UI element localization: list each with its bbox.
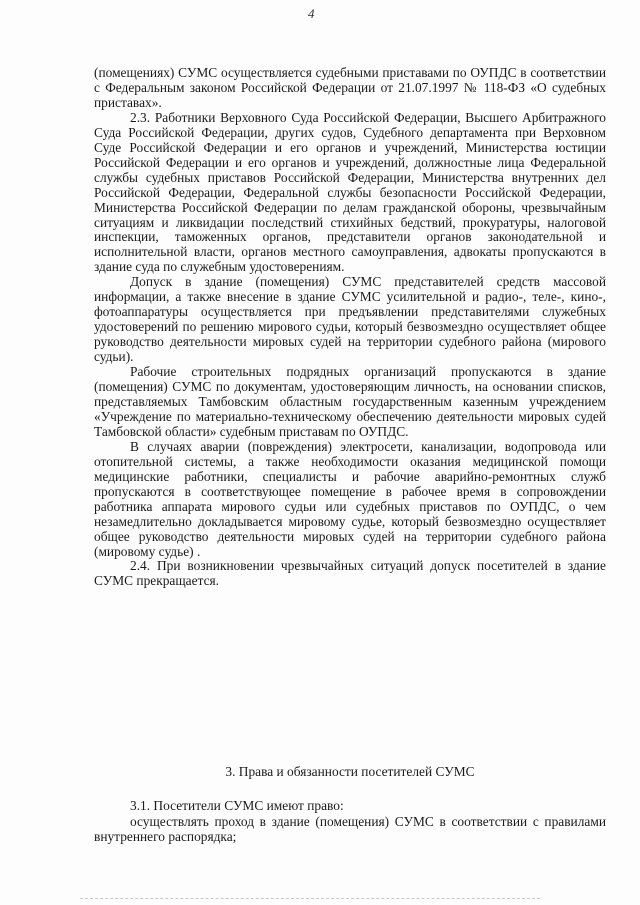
page-number: 4 — [308, 6, 315, 21]
paragraph: Допуск в здание (помещения) СУМС представителей средств массовой информации, а также внесение в здание СУМС усилительной и радио-, теле-, кино-, фотоаппаратуры осуществляется при предъявлении представителями служебных удостоверений по решению мирового судьи, который безвозмездно осуществляет общее руководство деятельности мировых судей на территории судебного района (мирового судьи). — [94, 274, 606, 365]
scan-artifact-line — [80, 898, 540, 899]
paragraph: 2.3. Работники Верховного Суда Российской Федерации, Высшего Арбитражного Суда Российской Федерации, других судов, Судебного департамента при Верховном Суде Российской Федерации и его органов и учреждений, Министерства юстиции Российской Федерации и его органов и учреждений, должностные лица Федеральной службы судебных приставов Российской Федерации, Министерства внутренних дел Российской Федерации, Федеральной службы безопасности Российской Федерации, Министерства Российской Федерации по делам гражданской обороны, чрезвычайным ситуациям и ликвидации последствий стихийных бедствий, прокуратуры, налоговой инспекции, таможенных органов, представители органов законодательной и исполнительной власти, органов местного самоуправления, адвокаты пропускаются в здание суда по служебным удостоверениям. — [94, 109, 606, 275]
section-text — [94, 798, 606, 845]
paragraph: осуществлять проход в здание (помещения) СУМС в соответствии с правилами внутреннего распорядка; — [94, 813, 606, 844]
paragraph: В случаях аварии (повреждения) электросети, канализации, водопровода или отопительной системы, а также необходимости оказания медицинской помощи медицинские работники, специалисты и рабочие аварийно-ремонтных служб пропускаются в соответствующее помещение в рабочее время в сопровождении работника аппарата мирового судьи или судебных приставов по ОУПДС, о чем незамедлительно докладывается мировому судье, который безвозмездно осуществляет общее руководство деятельности мировых судей на территории судебного района (мировому судье) . — [94, 438, 606, 559]
paragraph: 3.1. Посетители СУМС имеют право: — [130, 798, 344, 813]
paragraph: Рабочие строительных подрядных организаций пропускаются в здание (помещения) СУМС по документам, удостоверяющим личность, на основании списков, представляемых Тамбовским областным государственным казенным учреждением «Учреждение по материально-техническому обеспечению деятельности мировых судей Тамбовской области» судебным приставам по ОУПДС. — [94, 364, 606, 439]
body-text — [94, 66, 606, 589]
paragraph: (помещениях) СУМС осуществляется судебными приставами по ОУПДС в соответствии с Федеральным законом Российской Федерации от 21.07.1997 № 118-ФЗ «О судебных приставах». — [94, 65, 606, 110]
section-heading: 3. Права и обязанности посетителей СУМС — [225, 764, 475, 779]
paragraph: 2.4. При возникновении чрезвычайных ситуаций допуск посетителей в здание СУМС прекращается. — [94, 558, 606, 589]
